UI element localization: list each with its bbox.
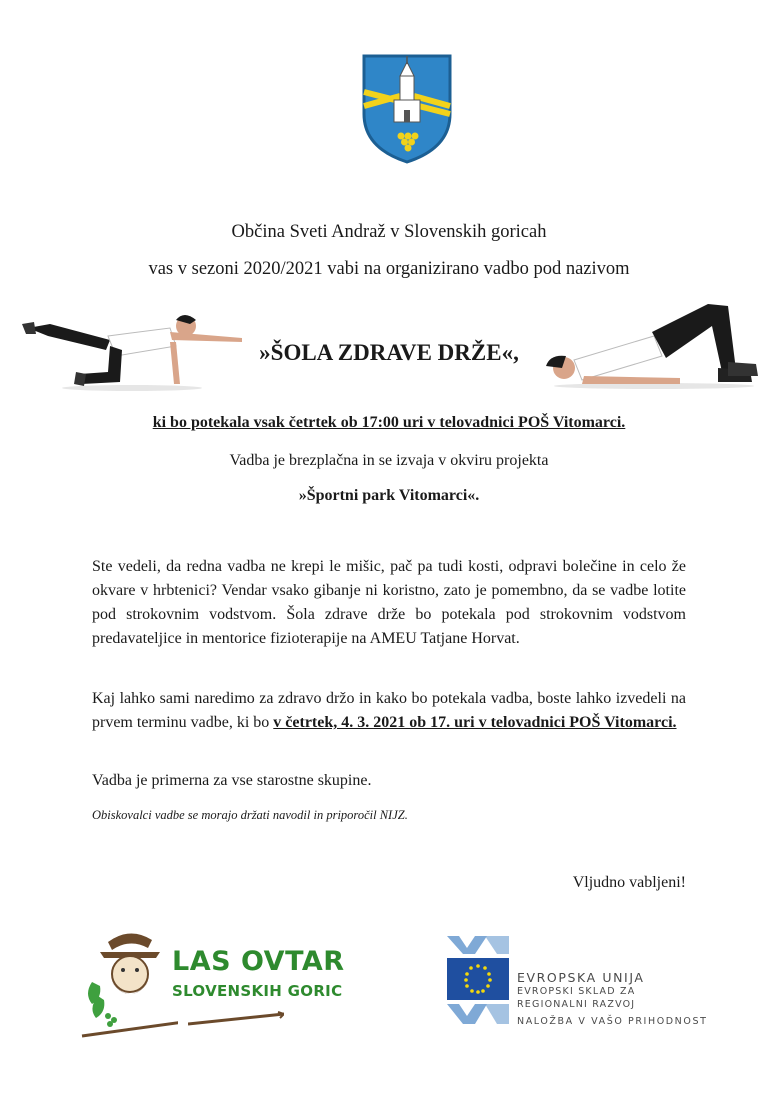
health-guidelines-note: Obiskovalci vadbe se morajo držati navodil in priporočil NIJZ. <box>92 808 408 822</box>
eu-regional-label: REGIONALNI RAZVOJ <box>517 999 636 1010</box>
eu-fund-label: EVROPSKI SKLAD ZA <box>517 986 636 997</box>
body-paragraph-info: Ste vedeli, da redna vadba ne krepi le mišic, pač pa tudi kosti, odpravi bolečine in celo že okvare v hrbtenici? Vendar vsako gibanje ni koristno, zato je pomembno, da se vadbe lotite pod strokovnim vodstvom. Šola zdrave drže bo potekala pod strokovnim vodstvom predavateljice in mentorice fizioterapije na AMEU Tatjane Horvat. <box>92 558 686 647</box>
schedule-line: ki bo potekala vsak četrtek ob 17:00 uri v telovadnici POŠ Vitomarci. <box>152 414 626 431</box>
program-title: »ŠOLA ZDRAVE DRŽE«, <box>259 340 519 365</box>
wine-grower-mascot-icon <box>78 924 178 1042</box>
first-session-date: v četrtek, 4. 3. 2021 ob 17. uri v telovadnici POŠ Vitomarci. <box>273 714 677 731</box>
eu-flag-icon <box>445 934 511 1026</box>
vine-branch-icon <box>188 1008 284 1028</box>
intro-line-municipality: Občina Sveti Andraž v Slovenskih goricah <box>231 222 547 242</box>
municipality-crest-icon <box>360 52 454 164</box>
free-program-line: Vadba je brezplačna in se izvaja v okviru projekta <box>229 452 549 469</box>
eu-investment-slogan: NALOŽBA V VAŠO PRIHODNOST <box>517 1016 708 1027</box>
exercise-figure-right-icon <box>542 296 768 392</box>
closing-greeting: Vljudno vabljeni! <box>572 874 686 891</box>
body-paragraph-age-groups: Vadba je primerna za vse starostne skupine. <box>92 772 372 789</box>
eu-union-label: EVROPSKA UNIJA <box>517 970 645 985</box>
body-paragraph-first-session <box>92 687 686 735</box>
las-ovtar-logo <box>78 924 388 1042</box>
project-name: »Športni park Vitomarci«. <box>298 487 480 504</box>
intro-line-invitation: vas v sezoni 2020/2021 vabi na organizirano vadbo pod nazivom <box>148 259 630 279</box>
first-session-text: Kaj lahko sami naredimo za zdravo držo in kako bo potekala vadba, boste lahko izvedeli na prvem terminu vadbe, ki bo <box>92 690 686 731</box>
eu-regional-fund-logo <box>445 934 715 1030</box>
las-logo-subtitle: SLOVENSKIH GORIC <box>172 982 343 1000</box>
las-logo-title: LAS OVTAR <box>172 946 345 977</box>
